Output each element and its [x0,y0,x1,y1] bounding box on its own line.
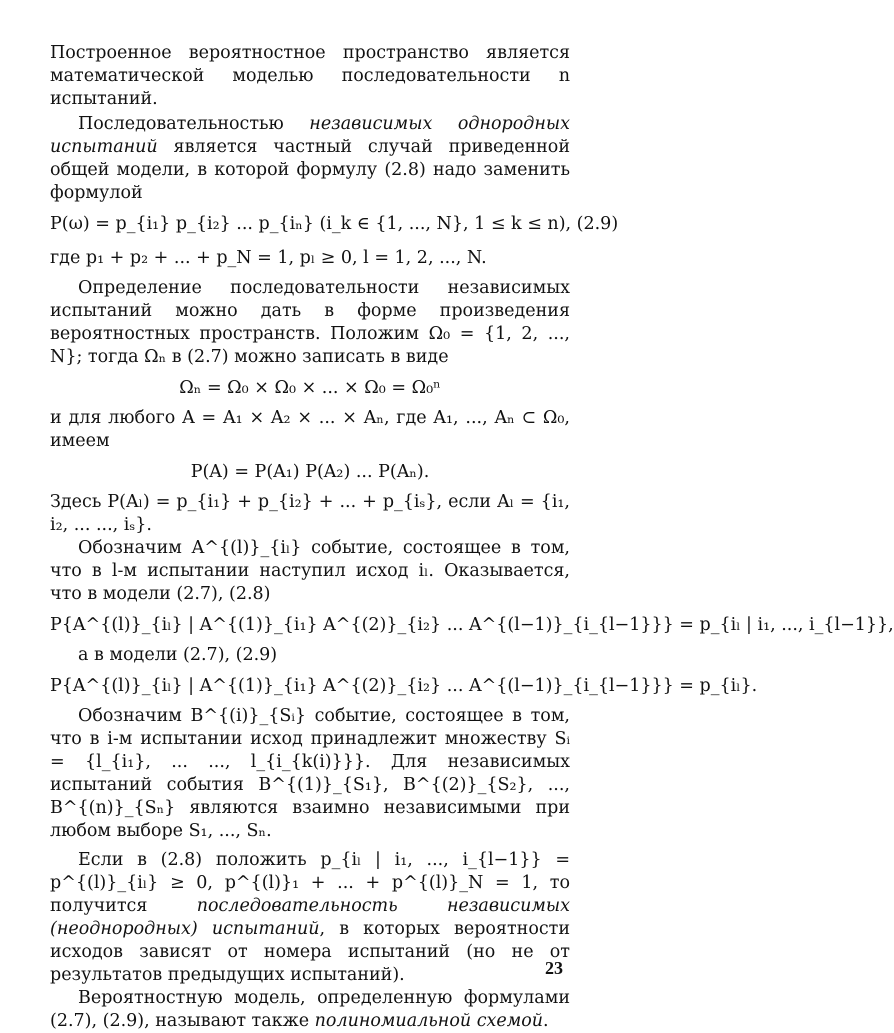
paragraph-10-text: Вероятностную модель, определенную формулами (2.7), (2.9), называют также [50,988,570,1031]
paragraph-3: Определение последовательности независимых испытаний можно дать в форме произведения вероятностных пространств. Положим Ω₀ = {1, 2, ..., N}; тогда Ωₙ в (2.7) можно записать в виде [50,278,570,367]
formula-prob-product: P(A) = P(A₁) P(A₂) ... P(Aₙ). [190,462,430,482]
paragraph-6: Обозначим A^{(l)}_{iₗ} событие, состоящее в том, что в l-м испытании наступил исход iₗ. Оказывается, что в модели (2.7), (2.8) [50,538,570,604]
paragraph-2-text: Последовательностью [78,114,310,134]
paragraph-2-text-end: является частный случай приведенной общей модели, в которой формулу (2.8) надо заменить формулой [50,137,570,203]
paragraph-9-text: Если в (2.8) положить p_{iₗ | i₁, ..., i_{l−1}} = p^{(l)}_{iₗ} ≥ 0, p^{(l)}₁ + ... + p^{(l)}_N = 1, то получится [50,850,570,916]
paragraph-9-text-end: , в которых вероятности исходов зависят от номера испытаний (но не от результатов предыдущих испытаний). [50,919,571,985]
paragraph-9-emphasis: последовательность независимых (неоднородных) испытаний [50,896,571,939]
paragraph-8: Обозначим B^{(i)}_{Sᵢ} событие, состоящее в том, что в i-м испытании исход принадлежит множеству Sᵢ = {l_{i₁}, ... ..., l_{i_{k(i)}}}. Для независимых испытаний события B^{(1)}_{S₁}, B^{(2)}_{S₂}, ..., B^{(n)}_{Sₙ} являются взаимно независимыми при любом выборе S₁, ..., Sₙ. [50,706,570,841]
formula-2-9: P(ω) = p_{i₁} p_{i₂} ... p_{iₙ} (i_k ∈ {1, ..., N}, 1 ≤ k ≤ n), (2.9) [50,214,619,234]
formula-omega-product: Ωₙ = Ω₀ × Ω₀ × ... × Ω₀ = Ω₀ⁿ [179,378,441,398]
paragraph-5: Здесь P(Aₗ) = p_{i₁} + p_{i₂} + ... + p_{iₛ}, если Aₗ = {i₁, i₂, ... ..., iₛ}. [50,492,570,535]
page-number: 23 [545,958,563,978]
paragraph-4: и для любого A = A₁ × A₂ × ... × Aₙ, где A₁, ..., Aₙ ⊂ Ω₀, имеем [50,408,570,451]
paragraph-7: а в модели (2.7), (2.9) [78,645,278,665]
formula-conditional-independent: P{A^{(l)}_{iₗ} | A^{(1)}_{i₁} A^{(2)}_{i₂} ... A^{(l−1)}_{i_{l−1}}} = p_{iₗ}. [50,676,758,696]
paragraph-10-text-end: . [543,1011,549,1031]
paragraph-10 [50,987,570,1033]
page-body [50,42,894,1033]
paragraph-2-emphasis: независимых однородных испытаний [50,114,570,157]
formula-conditional-general: P{A^{(l)}_{iₗ} | A^{(1)}_{i₁} A^{(2)}_{i₂} ... A^{(l−1)}_{i_{l−1}}} = p_{iₗ | i₁, ..., i_{l−1}}, [50,615,894,635]
paragraph-9 [50,849,570,987]
formula-2-9-conditions: где p₁ + p₂ + ... + p_N = 1, pₗ ≥ 0, l = 1, 2, ..., N. [50,248,487,268]
paragraph-2 [50,113,570,205]
paragraph-1: Построенное вероятностное пространство является математической моделью последовательности n испытаний. [50,43,570,109]
paragraph-10-emphasis: полиномиальной схемой [314,1011,544,1031]
